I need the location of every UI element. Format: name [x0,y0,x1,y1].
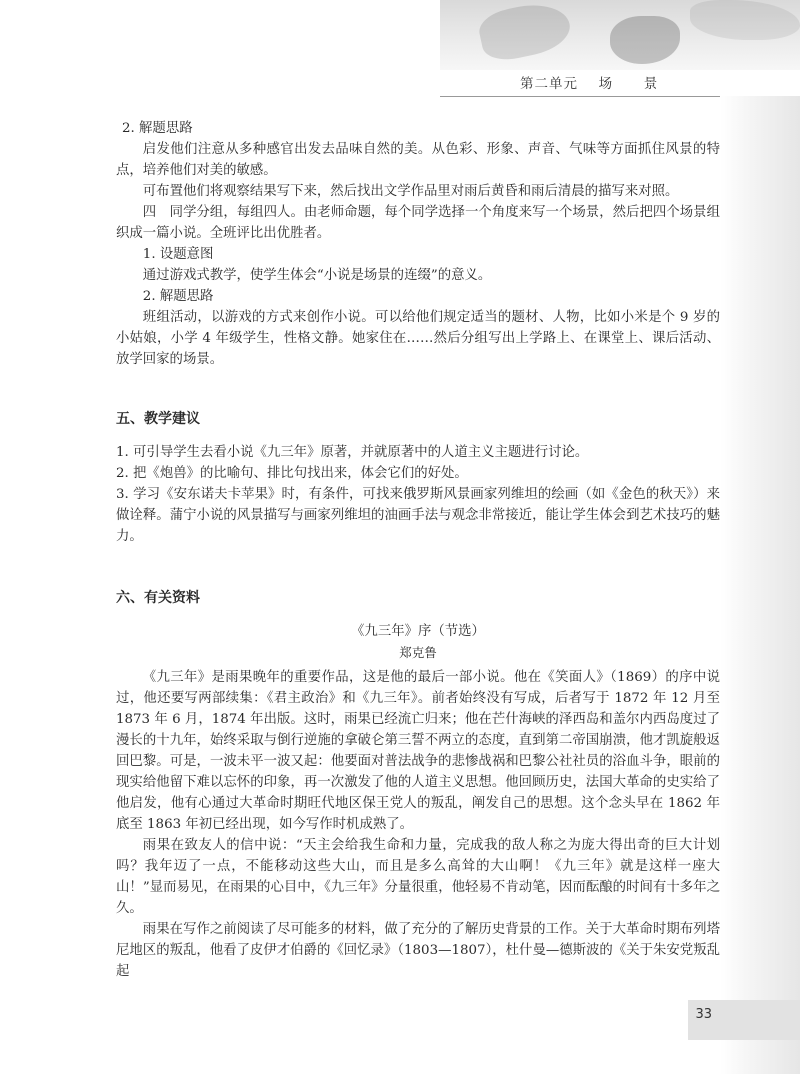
paragraph: 启发他们注意从多种感官出发去品味自然的美。从色彩、形象、声音、气味等方面抓住风景的特点，培养他们对美的敏感。 [116,142,720,178]
subheading: 2. 解题思路 [142,289,214,304]
paragraph: 四 同学分组，每组四人。由老师命题，每个同学选择一个角度来写一个场景，然后把四个场景组织成一篇小说。全班评比出优胜者。 [116,205,720,241]
article-title: 《九三年》序（节选） [351,624,485,639]
section-heading-6: 六、有关资料 [116,590,200,606]
suggestion-item: 1. 可引导学生去看小说《九三年》原著，并就原著中的人道主义主题进行讨论。 [116,445,589,460]
page-body [116,118,720,982]
unit-label: 第二单元 [520,76,578,92]
article-paragraph: 雨果在致友人的信中说：“天主会给我生命和力量，完成我的敌人称之为庞大得出奇的巨大计划吗？我年迈了一点，不能移动这些大山，而且是多么高耸的大山啊！《九三年》就是这样一座大山！”显而易见，在雨果的心目中，《九三年》分量很重，他轻易不肯动笔，因而酝酿的时间有十多年之久。 [116,838,720,916]
ink-brush-shape [610,16,680,64]
article-paragraph: 雨果在写作之前阅读了尽可能多的材料，做了充分的了解历史背景的工作。关于大革命时期布列塔尼地区的叛乱，他看了皮伊才伯爵的《回忆录》（1803—1807），杜什曼—德斯波的《关于朱安党叛乱起 [116,922,720,979]
subheading: 2. 解题思路 [122,121,193,136]
paragraph: 通过游戏式教学，使学生体会“小说是场景的连缀”的意义。 [142,268,492,283]
ink-brush-shape [476,0,574,65]
section-heading-5: 五、教学建议 [116,411,200,427]
suggestion-item: 3. 学习《安东诺夫卡苹果》时，有条件，可找来俄罗斯风景画家列维坦的绘画（如《金色的秋天》）来做诠释。蒲宁小说的风景描写与画家列维坦的油画手法与观念非常接近，能让学生体会到艺术技巧的魅力。 [116,487,720,544]
unit-word-1: 场 [598,76,614,92]
suggestion-item: 2. 把《炮兽》的比喻句、排比句找出来，体会它们的好处。 [116,466,468,481]
header-ink-illustration [440,0,800,70]
article-author: 郑克鲁 [399,645,437,660]
paragraph: 班组活动，以游戏的方式来创作小说。可以给他们规定适当的题材、人物，比如小米是个 9 岁的小姑娘，小学 4 年级学生，性格文静。她家住在……然后分组写出上学路上、在课堂上、课后活动、放学回家的场景。 [116,310,720,367]
subheading: 1. 设题意图 [142,247,214,262]
article-paragraph: 《九三年》是雨果晚年的重要作品，这是他的最后一部小说。他在《笑面人》（1869）的序中说过，他还要写两部续集：《君主政治》和《九三年》。前者始终没有写成，后者写于 1872 年 12 月至 1873 年 6 月，1874 年出版。这时，雨果已经流亡归来；他在芒什海峡的泽西岛和盖尔内西岛度过了漫长的十九年，始终采取与倒行逆施的拿破仑第三誓不两立的态度，直到第二帝国崩溃，他才凯旋般返回巴黎。可是，一波未平一波又起：他要面对普法战争的悲惨战祸和巴黎公社社员的浴血斗争，眼前的现实给他留下难以忘怀的印象，再一次激发了他的人道主义思想。他回顾历史，法国大革命的史实给了他启发，他有心通过大革命时期旺代地区保王党人的叛乱，阐发自己的思想。这个念头早在 1862 年底至 1863 年初已经出现，如今写作时机成熟了。 [116,670,720,832]
ink-brush-shape [690,0,800,40]
running-header [520,72,658,92]
unit-word-2: 景 [643,76,659,92]
page-edge-shading [720,96,800,1074]
paragraph: 可布置他们将观察结果写下来，然后找出文学作品里对雨后黄昏和雨后清晨的描写来对照。 [142,184,679,199]
page-number: 33 [695,1007,712,1022]
